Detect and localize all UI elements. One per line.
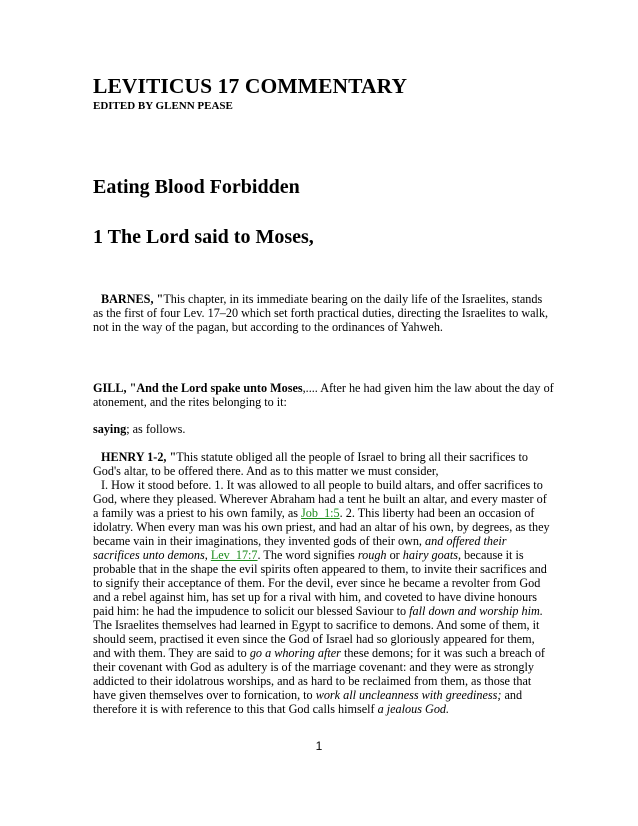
job-1-5-link[interactable]: Job_1:5	[301, 506, 340, 520]
henry-text-5: or	[386, 548, 403, 562]
henry-body-paragraph	[93, 478, 555, 716]
henry-emphasis-1: and offered their sacrifices unto demons,	[93, 534, 507, 562]
henry-text-4: . The word signifies	[257, 548, 358, 562]
barnes-text: This chapter, in its immediate bearing on the daily life of the Israelites, stands as the first of four Lev. 17–20 which set forth practical duties, directing the Israelites to walk, not in the way of the pagan, but according to the ordinances of Yahweh.	[93, 292, 549, 334]
gill-label: GILL, "And the Lord spake unto Moses	[93, 381, 303, 395]
page-number: 1	[315, 739, 323, 753]
section-heading: Eating Blood Forbidden	[93, 176, 300, 198]
gill-text: ,.... After he had given him the law about the day of atonement, and the rites belonging to it:	[93, 381, 554, 409]
barnes-label: BARNES, "	[101, 292, 164, 306]
barnes-paragraph	[93, 292, 555, 334]
lev-17-7-link[interactable]: Lev_17:7	[210, 548, 258, 562]
henry-text-9: and therefore it is with reference to this that God calls himself	[93, 688, 523, 716]
henry-intro-paragraph	[93, 450, 555, 478]
henry-emphasis-5: go a whoring after	[249, 646, 341, 660]
henry-text-2: . 2. This liberty had been an occasion of idolatry. When every man was his own priest, and had an altar of his own, by degrees, as they became vain in their imaginations, they invented gods of their own,	[93, 506, 550, 548]
saying-label: saying	[93, 422, 127, 436]
page-subtitle: EDITED BY GLENN PEASE	[93, 100, 233, 112]
henry-text-7: The Israelites themselves had learned in Egypt to sacrifice to demons. And some of them, it should seem, practised it even since the God of Israel had so gloriously appeared for them, and with them. They are said to	[93, 618, 540, 660]
gill-paragraph	[93, 381, 555, 409]
page-title: LEVITICUS 17 COMMENTARY	[93, 74, 408, 98]
henry-emphasis-3: hairy goats,	[402, 548, 461, 562]
verse-heading: 1 The Lord said to Moses,	[93, 226, 314, 248]
henry-emphasis-4: fall down and worship him.	[409, 604, 543, 618]
saying-text: ; as follows.	[126, 422, 186, 436]
saying-paragraph	[93, 422, 555, 436]
henry-emphasis-7: a jealous God.	[377, 702, 450, 716]
henry-label: HENRY 1-2, "	[101, 450, 177, 464]
henry-intro-text: This statute obliged all the people of Israel to bring all their sacrifices to God's altar, to be offered there. And as to this matter we must consider,	[93, 450, 528, 478]
henry-text-6: because it is probable that in the shape the evil spirits often appeared to them, to invite their sacrifices and to signify their acceptance of them. For the devil, ever since he became a revolter from God and a rebel against him, has set up for a rival with him, and coveted to have divine honours paid him: he had the impudence to solicit our blessed Saviour to	[93, 548, 547, 618]
henry-emphasis-6: work all uncleanness with greediness;	[315, 688, 502, 702]
henry-text-1: I. How it stood before. 1. It was allowed to all people to build altars, and offer sacrifices to God, where they pleased. Wherever Abraham had a tent he built an altar, and every master of a family was a priest to his own family, as	[93, 478, 547, 520]
henry-text-8: these demons; for it was such a breach of their covenant with God as adultery is of the marriage covenant: and they were as strongly addicted to their idolatrous worships, and as hard to be reclaimed from them, as those that have given themselves over to fornication, to	[93, 646, 545, 702]
henry-emphasis-2: rough	[357, 548, 387, 562]
